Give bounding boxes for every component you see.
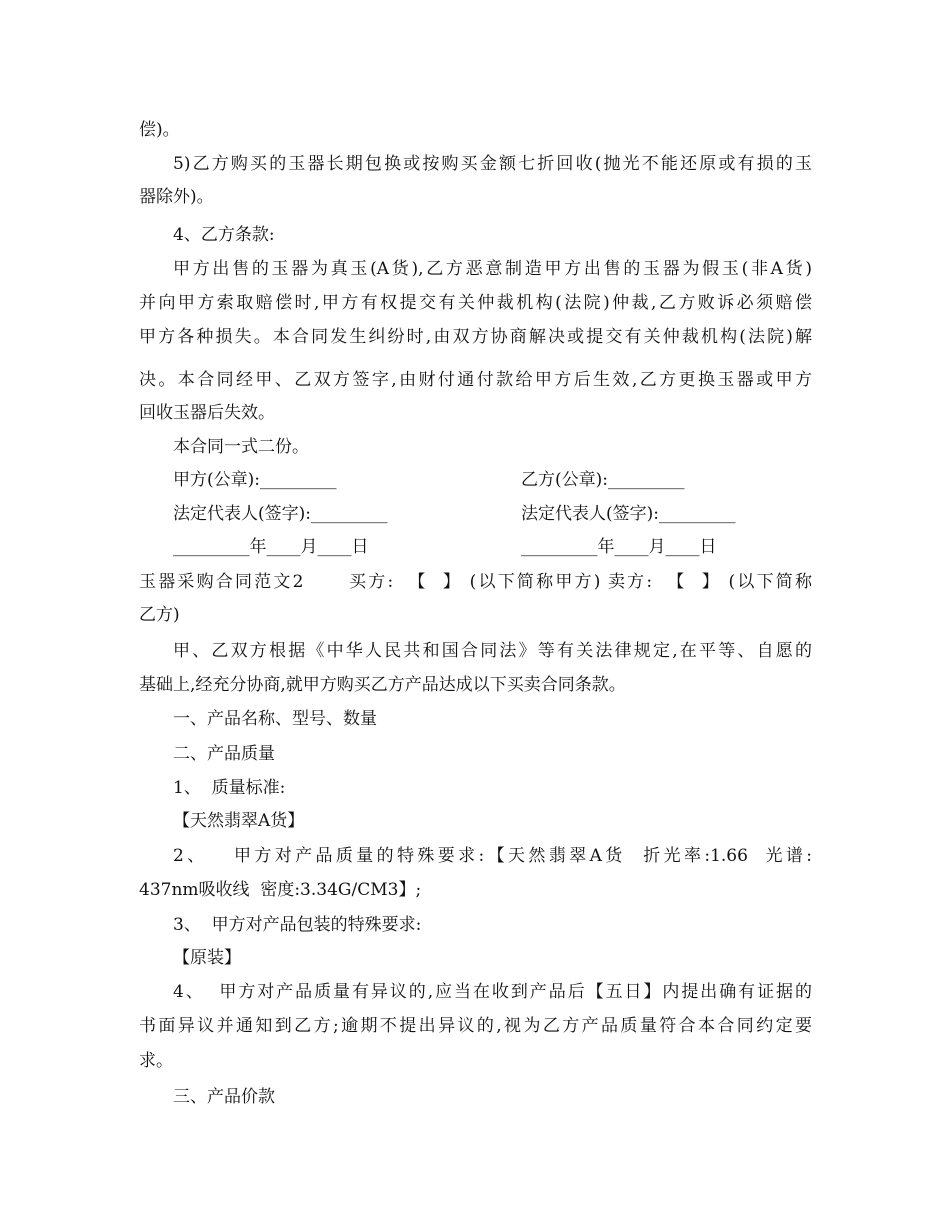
- party-a-seal: 甲方(公章):_________: [173, 470, 337, 490]
- paragraph-line: 5)乙方购买的玉器长期包换或按购买金额七折回收(抛光不能还原或有损的玉: [173, 154, 812, 174]
- clause-value: 【天然翡翠A货】: [173, 811, 305, 831]
- paragraph-line: 甲、乙双方根据《中华人民共和国合同法》等有关法律规定,在平等、自愿的: [173, 641, 812, 661]
- paragraph-line: 4、 甲方对产品质量有异议的,应当在收到产品后【五日】内提出确有证据的: [173, 982, 812, 1002]
- clause-heading: 3、 甲方对产品包装的特殊要求:: [173, 915, 422, 935]
- party-b-date: _________年____月____日: [521, 537, 717, 557]
- section-heading: 4、乙方条款:: [173, 225, 275, 245]
- paragraph-line: 甲方各种损失。本合同发生纠纷时,由双方协商解决或提交有关仲裁机构(法院)解: [139, 327, 812, 347]
- paragraph-line: 甲方出售的玉器为真玉(A货),乙方恶意制造甲方出售的玉器为假玉(非A货): [173, 259, 812, 279]
- paragraph-line: 2、 甲方对产品质量的特殊要求:【天然翡翠A货 折光率:1.66 光谱:: [173, 846, 812, 866]
- paragraph-line: 437nm吸收线 密度:3.34G/CM3】;: [139, 880, 422, 900]
- party-b-seal: 乙方(公章):_________: [521, 470, 685, 490]
- section-heading: 一、产品名称、型号、数量: [173, 709, 377, 729]
- paragraph-line: 求。: [139, 1051, 173, 1071]
- paragraph-line: 本合同一式二份。: [173, 437, 309, 457]
- party-b-representative: 法定代表人(签字):_________: [521, 504, 736, 524]
- paragraph-line: 器除外)。: [139, 187, 214, 207]
- party-a-date: _________年____月____日: [173, 537, 369, 557]
- party-a-representative: 法定代表人(签字):_________: [173, 504, 388, 524]
- clause-value: 【原装】: [173, 948, 241, 968]
- paragraph-line: 回收玉器后失效。: [139, 403, 275, 423]
- paragraph-line: 并向甲方索取赔偿时,甲方有权提交有关仲裁机构(法院)仲裁,乙方败诉必须赔偿: [139, 293, 812, 313]
- paragraph-line: 书面异议并通知到乙方;逾期不提出异议的,视为乙方产品质量符合本合同约定要: [139, 1016, 812, 1036]
- paragraph-line: 偿)。: [139, 120, 180, 140]
- section-heading: 三、产品价款: [173, 1087, 275, 1107]
- paragraph-line: 乙方): [139, 605, 180, 625]
- section-heading: 二、产品质量: [173, 744, 275, 764]
- paragraph-line: 基础上,经充分协商,就甲方购买乙方产品达成以下买卖合同条款。: [139, 675, 626, 695]
- clause-heading: 1、 质量标准:: [173, 778, 286, 798]
- contract-title-line: 玉器采购合同范文2 买方: 【 】 (以下简称甲方) 卖方: 【 】 (以下简称: [139, 572, 812, 592]
- paragraph-line: 决。本合同经甲、乙双方签字,由财付通付款给甲方后生效,乙方更换玉器或甲方: [139, 370, 812, 390]
